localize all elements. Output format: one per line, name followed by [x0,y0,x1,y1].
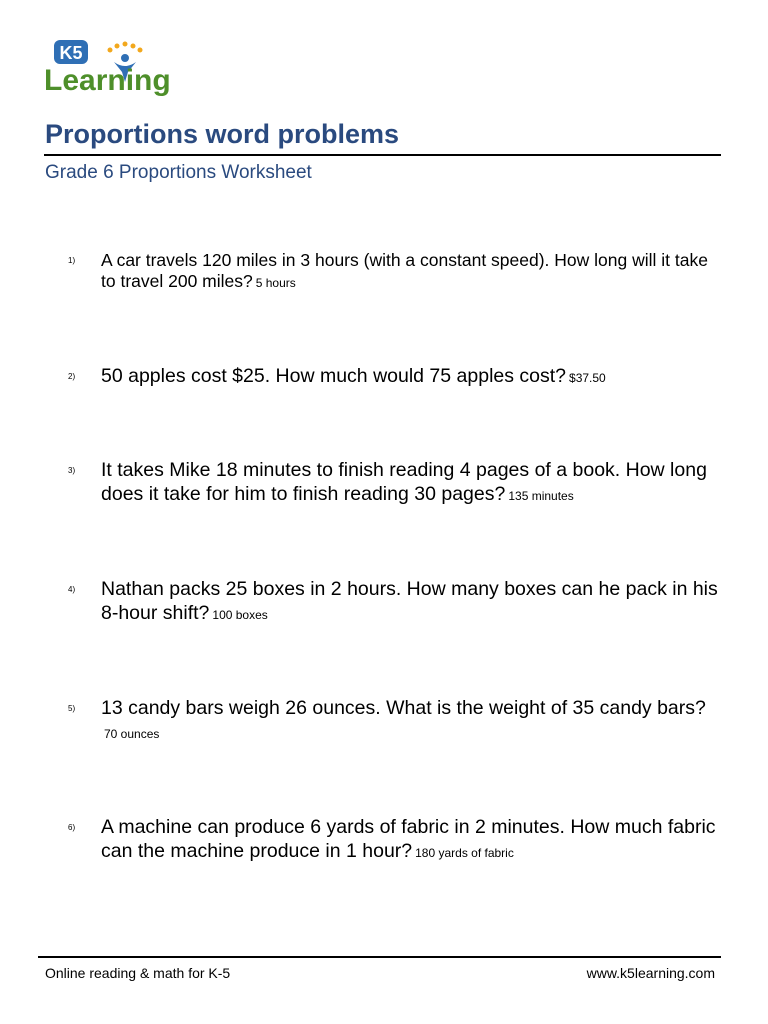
problem-answer: 100 boxes [212,608,268,622]
problem-question: Nathan packs 25 boxes in 2 hours. How many boxes can he pack in his 8-hour shift? [101,578,718,624]
problem-question: A car travels 120 miles in 3 hours (with a constant speed). How long will it take to travel 200 miles? [101,250,708,291]
problem-text [101,696,721,746]
logo-wordmark: Learning [44,64,171,97]
footer-tagline: Online reading & math for K-5 [45,965,231,981]
logo-dot [108,48,113,53]
k5-learning-logo [44,38,179,98]
problem-number: 4) [68,585,76,594]
problem-number: 3) [68,466,76,475]
problem-text [101,815,721,865]
problem-question: 13 candy bars weigh 26 ounces. What is the weight of 35 candy bars? [101,697,706,719]
page-title: Proportions word problems [45,119,400,149]
problem-answer: 180 yards of fabric [415,846,514,860]
logo-dot [123,42,128,47]
problem-answer: $37.50 [569,371,606,385]
problem-question: A machine can produce 6 yards of fabric in 2 minutes. How much fabric can the machine produce in 1 hour? [101,816,716,862]
k5-logo-icon [44,38,179,98]
logo-dot [115,44,120,49]
logo-person-head [121,54,129,62]
footer-divider [38,956,721,958]
problem-answer: 135 minutes [508,489,574,503]
logo-dot [138,48,143,53]
logo-dot [131,44,136,49]
problem-number: 6) [68,823,76,832]
page-subtitle: Grade 6 Proportions Worksheet [45,162,312,183]
problem-text [101,250,721,294]
problem-question: 50 apples cost $25. How much would 75 apples cost? [101,365,567,387]
problem-number: 2) [68,372,76,381]
footer-website: www.k5learning.com [586,965,715,981]
title-divider [44,154,721,156]
k5-badge-text: K5 [59,43,83,63]
problem-number: 1) [68,256,76,265]
problem-answer: 70 ounces [104,727,160,741]
problem-number: 5) [68,704,76,713]
problem-answer: 5 hours [255,276,296,290]
problem-question: It takes Mike 18 minutes to finish reading 4 pages of a book. How long does it take for him to finish reading 30 pages? [101,459,707,505]
problem-text [101,577,721,627]
problem-text [101,458,721,508]
problem-text [101,364,721,390]
